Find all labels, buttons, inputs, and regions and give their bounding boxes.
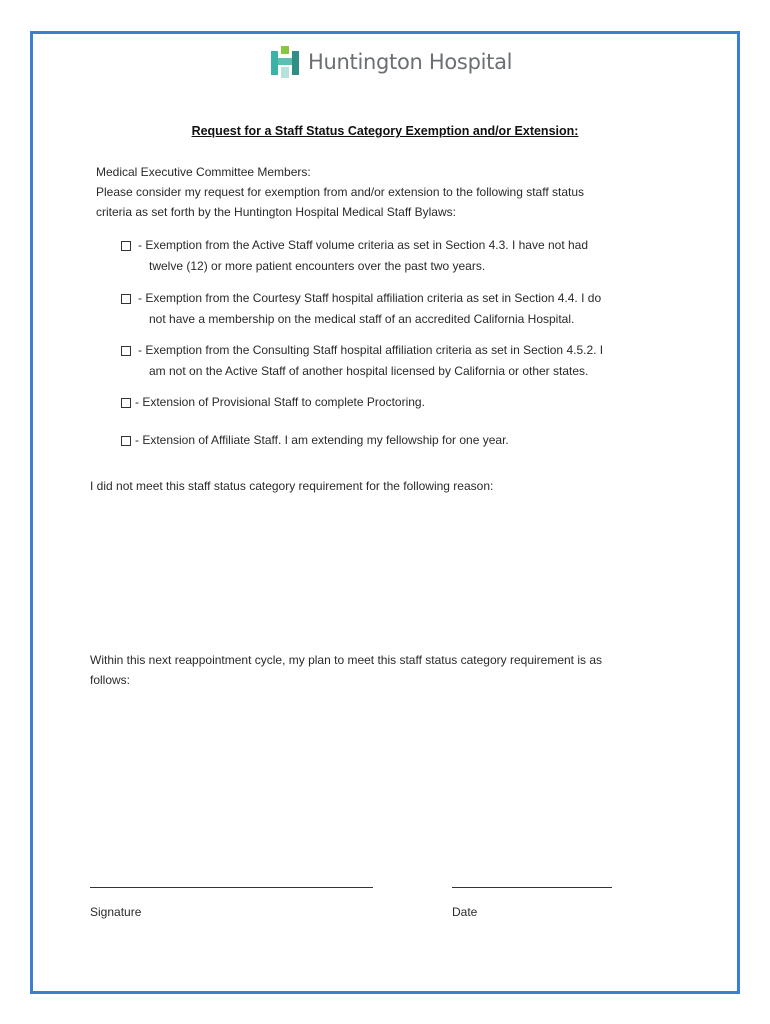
checkbox[interactable] [121, 436, 131, 446]
option-affiliate-staff[interactable] [121, 430, 509, 451]
option-text: - Extension of Provisional Staff to complete Proctoring. [135, 395, 425, 409]
option-text: twelve (12) or more patient encounters over the past two years. [149, 259, 486, 273]
plan-prompt-line-1: Within this next reappointment cycle, my plan to meet this staff status category requirement is as [90, 653, 603, 667]
option-text: - Exemption from the Active Staff volume criteria as set in Section 4.3. I have not had [138, 238, 589, 252]
reason-prompt: I did not meet this staff status category requirement for the following reason: [90, 479, 494, 493]
intro-line-1: Please consider my request for exemption from and/or extension to the following staff status [96, 185, 585, 199]
intro-line-2: criteria as set forth by the Huntington Hospital Medical Staff Bylaws: [96, 205, 456, 219]
option-text: - Exemption from the Consulting Staff hospital affiliation criteria as set in Section 4.5.2. I [138, 343, 604, 357]
checkbox[interactable] [121, 346, 131, 356]
checkbox[interactable] [121, 398, 131, 408]
hospital-name: Huntington Hospital [308, 50, 513, 74]
checkbox[interactable] [121, 241, 131, 251]
option-text: - Exemption from the Courtesy Staff hospital affiliation criteria as set in Section 4.4. I do [138, 291, 602, 305]
option-courtesy-staff[interactable] [121, 288, 601, 330]
option-provisional-staff[interactable] [121, 392, 425, 413]
option-text: not have a membership on the medical staff of an accredited California Hospital. [149, 312, 575, 326]
date-line[interactable] [452, 887, 612, 888]
form-title: Request for a Staff Status Category Exemption and/or Extension: [191, 124, 579, 138]
checkbox[interactable] [121, 294, 131, 304]
option-consulting-staff[interactable] [121, 340, 603, 382]
hospital-logo [270, 45, 512, 79]
signature-label: Signature [90, 905, 142, 919]
salutation: Medical Executive Committee Members: [96, 165, 311, 179]
option-text: - Extension of Affiliate Staff. I am extending my fellowship for one year. [135, 433, 509, 447]
option-text: am not on the Active Staff of another hospital licensed by California or other states. [149, 364, 589, 378]
option-active-staff[interactable] [121, 235, 588, 277]
date-label: Date [452, 905, 478, 919]
signature-line[interactable] [90, 887, 373, 888]
plan-prompt-line-2: follows: [90, 673, 131, 687]
hospital-logo-icon [270, 45, 300, 79]
